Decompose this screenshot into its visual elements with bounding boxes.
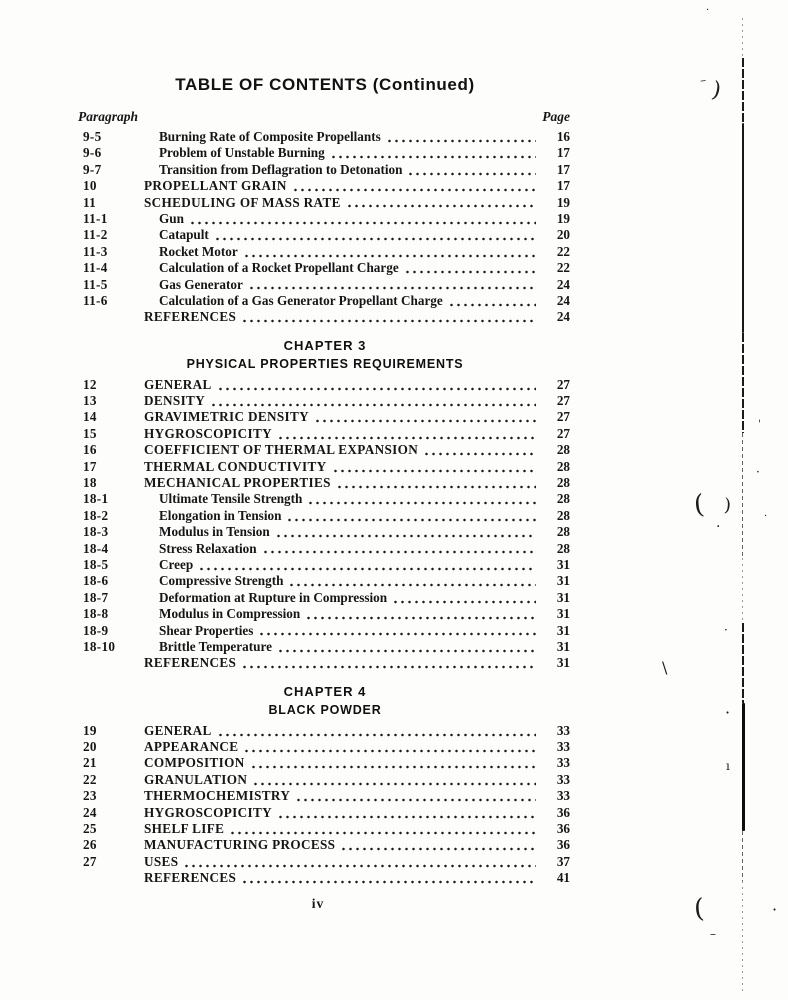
toc-row bbox=[78, 590, 572, 606]
dot-leader bbox=[290, 178, 536, 194]
entry-title: Calculation of a Gas Generator Propellant Charge bbox=[159, 292, 443, 308]
toc-row bbox=[78, 162, 572, 178]
paragraph-number: 11-6 bbox=[83, 292, 108, 308]
page-number: 16 bbox=[556, 128, 570, 144]
toc-row bbox=[78, 393, 572, 409]
paragraph-number: 23 bbox=[83, 788, 97, 804]
page-number: 31 bbox=[556, 589, 570, 605]
page-number: 33 bbox=[556, 788, 570, 804]
binding-edge-line bbox=[742, 558, 743, 623]
column-headers bbox=[78, 109, 572, 125]
toc-body bbox=[78, 129, 572, 887]
binding-edge-line bbox=[742, 123, 744, 333]
toc-content bbox=[78, 0, 572, 1000]
page-title: TABLE OF CONTENTS (Continued) bbox=[175, 75, 475, 94]
entry-title: Deformation at Rupture in Compression bbox=[159, 589, 388, 605]
page-number: 36 bbox=[556, 821, 570, 837]
toc-row bbox=[78, 508, 572, 524]
paragraph-number: 11-3 bbox=[83, 243, 108, 259]
dot-leader bbox=[286, 573, 536, 589]
dot-leader bbox=[390, 590, 536, 606]
binding-edge-line bbox=[742, 58, 744, 123]
column-header-page: Page bbox=[542, 109, 570, 124]
dot-leader bbox=[260, 541, 536, 557]
entry-title: Brittle Temperature bbox=[159, 638, 272, 654]
page-number: 33 bbox=[556, 739, 570, 755]
page-number: 33 bbox=[556, 722, 570, 738]
binding-edge-line bbox=[742, 333, 744, 433]
toc-row bbox=[78, 723, 572, 739]
page-number: 31 bbox=[556, 622, 570, 638]
scan-mark: · bbox=[725, 703, 731, 722]
page-number: 17 bbox=[556, 161, 570, 177]
entry-title: Burning Rate of Composite Propellants bbox=[159, 128, 381, 144]
page-number: 27 bbox=[556, 376, 570, 392]
entry-title: Compressive Strength bbox=[159, 573, 284, 589]
entry-title: REFERENCES bbox=[144, 870, 237, 886]
toc-row bbox=[78, 655, 572, 671]
dot-leader bbox=[275, 805, 536, 821]
toc-row bbox=[78, 805, 572, 821]
scan-mark: · bbox=[716, 519, 721, 535]
entry-title: COMPOSITION bbox=[144, 755, 245, 771]
entry-title: Modulus in Compression bbox=[159, 606, 301, 622]
toc-row bbox=[78, 277, 572, 293]
entry-title: SHELF LIFE bbox=[144, 821, 225, 837]
entry-title: Problem of Unstable Burning bbox=[159, 145, 325, 161]
page-number: 41 bbox=[556, 870, 570, 886]
paragraph-number: 19 bbox=[83, 722, 97, 738]
paragraph-number: 25 bbox=[83, 821, 97, 837]
dot-leader bbox=[248, 756, 536, 772]
entry-title: PROPELLANT GRAIN bbox=[144, 178, 287, 194]
dot-leader bbox=[275, 639, 536, 655]
paragraph-number: 11-5 bbox=[83, 276, 108, 292]
toc-row bbox=[78, 145, 572, 161]
dot-leader bbox=[328, 145, 536, 161]
dot-leader bbox=[334, 475, 536, 491]
dot-leader bbox=[181, 854, 536, 870]
dot-leader bbox=[215, 377, 536, 393]
dot-leader bbox=[227, 821, 536, 837]
dot-leader bbox=[303, 606, 536, 622]
page-number: 33 bbox=[556, 755, 570, 771]
paragraph-number: 18-9 bbox=[83, 622, 109, 638]
paragraph-number: 18-10 bbox=[83, 638, 116, 654]
page-number: 28 bbox=[556, 475, 570, 491]
scan-mark: \ bbox=[662, 658, 668, 677]
scan-mark: ) bbox=[723, 494, 732, 517]
page-number: 24 bbox=[556, 276, 570, 292]
entry-title: MANUFACTURING PROCESS bbox=[144, 837, 336, 853]
page-number: 24 bbox=[556, 292, 570, 308]
paragraph-number: 9-7 bbox=[83, 161, 102, 177]
entry-title: Stress Relaxation bbox=[159, 540, 257, 556]
page-number: 28 bbox=[556, 540, 570, 556]
dot-leader bbox=[241, 739, 536, 755]
page-number: 36 bbox=[556, 837, 570, 853]
dot-leader bbox=[273, 524, 536, 540]
paragraph-number: 18-8 bbox=[83, 606, 109, 622]
paragraph-number: 9-6 bbox=[83, 145, 102, 161]
dot-leader bbox=[187, 211, 536, 227]
entry-title: GENERAL bbox=[144, 722, 212, 738]
toc-row bbox=[78, 260, 572, 276]
entry-title: Gas Generator bbox=[159, 276, 243, 292]
toc-row bbox=[78, 244, 572, 260]
entry-title: Catapult bbox=[159, 227, 209, 243]
entry-title: Shear Properties bbox=[159, 622, 254, 638]
scan-mark: · bbox=[756, 465, 760, 479]
page-number: 22 bbox=[556, 243, 570, 259]
entry-title: Calculation of a Rocket Propellant Charge bbox=[159, 260, 399, 276]
paragraph-number: 18-1 bbox=[83, 491, 109, 507]
scan-mark: ı bbox=[726, 759, 730, 773]
toc-row bbox=[78, 178, 572, 194]
entry-title: Creep bbox=[159, 556, 194, 572]
paragraph-number: 17 bbox=[83, 458, 97, 474]
scan-mark: – bbox=[710, 927, 716, 941]
binding-edge-line bbox=[742, 881, 743, 991]
dot-leader bbox=[239, 309, 536, 325]
dot-leader bbox=[421, 442, 536, 458]
entry-title: MECHANICAL PROPERTIES bbox=[144, 475, 331, 491]
entry-title: REFERENCES bbox=[144, 655, 237, 671]
toc-row bbox=[78, 739, 572, 755]
dot-leader bbox=[405, 162, 536, 178]
toc-row bbox=[78, 227, 572, 243]
dot-leader bbox=[212, 227, 536, 243]
page-number: 28 bbox=[556, 458, 570, 474]
entry-title: REFERENCES bbox=[144, 309, 237, 325]
page-number: 31 bbox=[556, 606, 570, 622]
chapter-heading: CHAPTER 4 bbox=[283, 683, 367, 699]
toc-row bbox=[78, 211, 572, 227]
page-number: 20 bbox=[556, 227, 570, 243]
dot-leader bbox=[312, 409, 536, 425]
toc-row bbox=[78, 442, 572, 458]
dot-leader bbox=[239, 655, 536, 671]
page-number: 27 bbox=[556, 425, 570, 441]
chapter-subtitle: PHYSICAL PROPERTIES REQUIREMENTS bbox=[186, 356, 464, 371]
toc-row bbox=[78, 772, 572, 788]
paragraph-number: 22 bbox=[83, 771, 97, 787]
paragraph-number: 18-6 bbox=[83, 573, 109, 589]
paragraph-number: 13 bbox=[83, 393, 97, 409]
toc-row bbox=[78, 557, 572, 573]
paragraph-number: 18-3 bbox=[83, 524, 109, 540]
toc-row bbox=[78, 623, 572, 639]
toc-row bbox=[78, 195, 572, 211]
entry-title: DENSITY bbox=[144, 393, 206, 409]
entry-title: THERMOCHEMISTRY bbox=[144, 788, 291, 804]
page-number: 17 bbox=[556, 145, 570, 161]
paragraph-number: 14 bbox=[83, 409, 97, 425]
column-header-paragraph: Paragraph bbox=[78, 109, 139, 124]
toc-row bbox=[78, 409, 572, 425]
paragraph-number: 16 bbox=[83, 442, 97, 458]
toc-row bbox=[78, 491, 572, 507]
dot-leader bbox=[239, 870, 536, 886]
paragraph-number: 11-2 bbox=[83, 227, 108, 243]
entry-title: THERMAL CONDUCTIVITY bbox=[144, 458, 327, 474]
entry-title: Ultimate Tensile Strength bbox=[159, 491, 303, 507]
dot-leader bbox=[208, 393, 536, 409]
page-number: 19 bbox=[556, 194, 570, 210]
scan-mark: · bbox=[706, 5, 710, 16]
dot-leader bbox=[196, 557, 536, 573]
page-number: 17 bbox=[556, 178, 570, 194]
scan-mark: ( bbox=[692, 489, 706, 521]
page-number: 28 bbox=[556, 442, 570, 458]
binding-edge-line bbox=[742, 623, 744, 703]
page-number: 31 bbox=[556, 556, 570, 572]
entry-title: GENERAL bbox=[144, 376, 212, 392]
chapter-heading: CHAPTER 3 bbox=[283, 337, 367, 353]
entry-title: HYGROSCOPICITY bbox=[144, 425, 272, 441]
page-number: 31 bbox=[556, 573, 570, 589]
toc-row bbox=[78, 129, 572, 145]
paragraph-number: 18-2 bbox=[83, 507, 109, 523]
paragraph-number: 27 bbox=[83, 853, 97, 869]
toc-row bbox=[78, 870, 572, 886]
toc-row bbox=[78, 426, 572, 442]
scan-mark: ( bbox=[692, 893, 706, 925]
scan-mark: ) bbox=[709, 77, 724, 104]
toc-row bbox=[78, 837, 572, 853]
toc-row bbox=[78, 854, 572, 870]
dot-leader bbox=[250, 772, 536, 788]
binding-edge-line bbox=[742, 831, 743, 881]
dot-leader bbox=[241, 244, 536, 260]
toc-row bbox=[78, 573, 572, 589]
paragraph-number: 20 bbox=[83, 739, 97, 755]
toc-row bbox=[78, 475, 572, 491]
page-number: 24 bbox=[556, 309, 570, 325]
dot-leader bbox=[330, 459, 537, 475]
chapter-subtitle: BLACK POWDER bbox=[268, 702, 382, 717]
page-number: 31 bbox=[556, 638, 570, 654]
paragraph-number: 21 bbox=[83, 755, 97, 771]
toc-row bbox=[78, 541, 572, 557]
scan-mark: · bbox=[724, 623, 728, 637]
entry-title: COEFFICIENT OF THERMAL EXPANSION bbox=[144, 442, 419, 458]
entry-title: SCHEDULING OF MASS RATE bbox=[144, 194, 341, 210]
page-number: 28 bbox=[556, 491, 570, 507]
toc-row bbox=[78, 788, 572, 804]
paragraph-number: 18-5 bbox=[83, 556, 109, 572]
paragraph-number: 24 bbox=[83, 804, 97, 820]
dot-leader bbox=[305, 491, 536, 507]
toc-row bbox=[78, 756, 572, 772]
entry-title: GRAVIMETRIC DENSITY bbox=[144, 409, 310, 425]
dot-leader bbox=[215, 723, 536, 739]
page-number: 27 bbox=[556, 409, 570, 425]
dot-leader bbox=[446, 293, 536, 309]
paragraph-number: 9-5 bbox=[83, 128, 102, 144]
dot-leader bbox=[275, 426, 536, 442]
page-number: 37 bbox=[556, 853, 570, 869]
dot-leader bbox=[402, 260, 536, 276]
entry-title: HYGROSCOPICITY bbox=[144, 804, 272, 820]
toc-row bbox=[78, 309, 572, 325]
entry-title: Modulus in Tension bbox=[159, 524, 270, 540]
scan-mark: – bbox=[699, 72, 707, 88]
entry-title: GRANULATION bbox=[144, 771, 248, 787]
page-number: 36 bbox=[556, 804, 570, 820]
dot-leader bbox=[246, 277, 536, 293]
paragraph-number: 11-1 bbox=[83, 210, 108, 226]
dot-leader bbox=[256, 623, 536, 639]
page-number: 31 bbox=[556, 655, 570, 671]
toc-row bbox=[78, 293, 572, 309]
dot-leader bbox=[293, 788, 536, 804]
paragraph-number: 26 bbox=[83, 837, 97, 853]
paragraph-number: 11-4 bbox=[83, 260, 108, 276]
dot-leader bbox=[344, 195, 536, 211]
paragraph-number: 15 bbox=[83, 425, 97, 441]
dot-leader bbox=[384, 129, 536, 145]
paragraph-number: 18-4 bbox=[83, 540, 109, 556]
entry-title: Gun bbox=[159, 210, 184, 226]
toc-row bbox=[78, 377, 572, 393]
toc-row bbox=[78, 606, 572, 622]
toc-row bbox=[78, 524, 572, 540]
page-number: 28 bbox=[556, 524, 570, 540]
paragraph-number: 12 bbox=[83, 376, 97, 392]
dot-leader bbox=[284, 508, 536, 524]
binding-edge-line bbox=[742, 18, 743, 58]
binding-edge-line bbox=[742, 703, 745, 831]
page-number: 28 bbox=[556, 507, 570, 523]
entry-title: Transition from Deflagration to Detonation bbox=[159, 161, 403, 177]
paragraph-number: 18 bbox=[83, 475, 97, 491]
toc-row bbox=[78, 821, 572, 837]
scan-mark: · bbox=[772, 900, 778, 919]
page-number: 27 bbox=[556, 393, 570, 409]
page-number: 33 bbox=[556, 771, 570, 787]
entry-title: APPEARANCE bbox=[144, 739, 239, 755]
entry-title: Elongation in Tension bbox=[159, 507, 282, 523]
paragraph-number: 18-7 bbox=[83, 589, 109, 605]
scan-mark: ' bbox=[758, 419, 761, 430]
page-number: 19 bbox=[556, 210, 570, 226]
dot-leader bbox=[338, 837, 536, 853]
toc-row bbox=[78, 639, 572, 655]
binding-edge-line bbox=[742, 433, 743, 558]
toc-row bbox=[78, 459, 572, 475]
page-number: 22 bbox=[556, 260, 570, 276]
scan-mark: · bbox=[764, 511, 768, 522]
paragraph-number: 11 bbox=[83, 194, 97, 210]
page-footer: iv bbox=[311, 896, 325, 911]
paragraph-number: 10 bbox=[83, 178, 97, 194]
entry-title: USES bbox=[144, 853, 179, 869]
entry-title: Rocket Motor bbox=[159, 243, 238, 259]
